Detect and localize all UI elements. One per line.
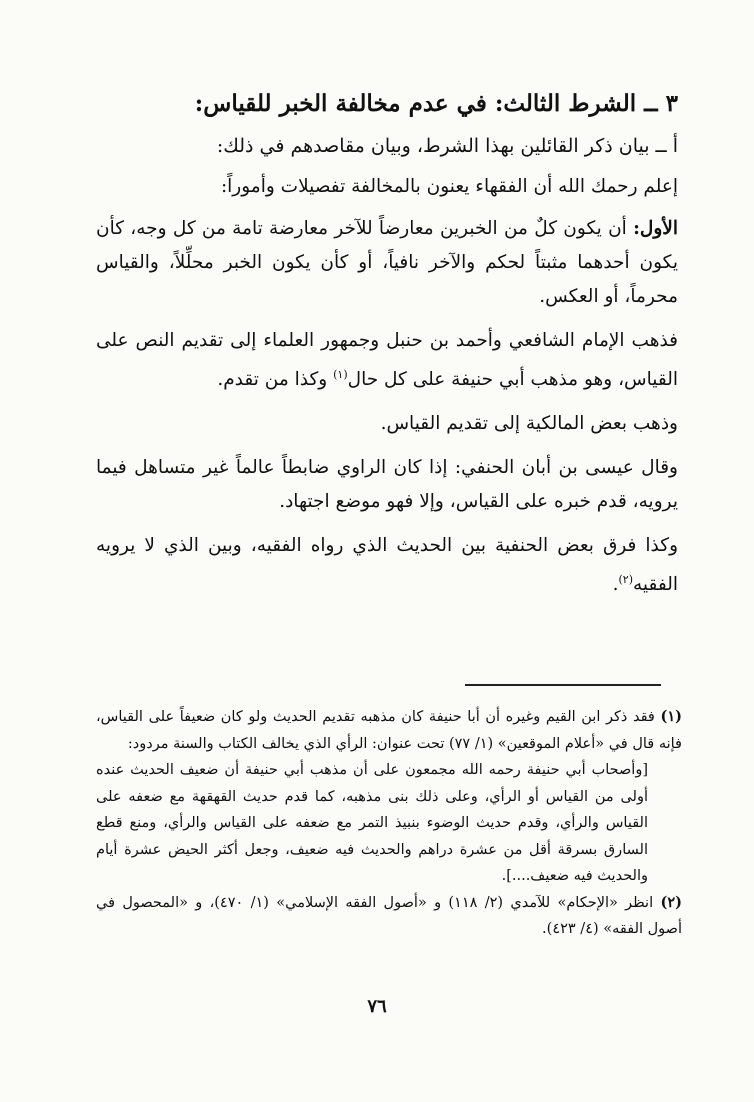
paragraph-shafii	[96, 324, 678, 397]
footnote-ref-2: (٢)	[618, 573, 633, 587]
footnote-2-text: انظر «الإحكام» للآمدي (٢/ ١١٨) و «أصول الفقه الإسلامي» (١/ ٤٧٠)، و «المحصول في أصول الفقه» (٤/ ٤٢٣).	[96, 894, 682, 937]
footnote-1-first	[96, 704, 682, 757]
paragraph-hanafi-tail: .	[612, 574, 619, 596]
footnote-2	[96, 890, 682, 943]
paragraph-hanafi	[96, 529, 678, 602]
footnote-2-line	[96, 890, 682, 943]
page-number: ٧٦	[367, 996, 387, 1017]
paragraph-isa-ibn-aban: وقال عيسى بن أبان الحنفي: إذا كان الراوي ضابطاً عالماً غير متساهل فيما يرويه، قدم خبره على القياس، وإلا فهو موضع اجتهاد.	[96, 457, 678, 513]
footnote-1-quote: [وأصحاب أبي حنيفة رحمه الله مجمعون على أن مذهب أبي حنيفة أن ضعيف الحديث عنده أولى من القياس أو الرأي، وعلى ذلك بنى مذهبه، كما قدم حديث القهقهة مع ضعفه على القياس والرأي، وقدم حديث الوضوء بنبيذ التمر مع ضعفه على القياس والرأي، ومنع قطع السارق بسرقة أقل من عشرة دراهم والحديث فيه ضعيف، وجعل أكثر الحيض عشرة أيام والحديث فيه ضعيف....].	[96, 762, 648, 884]
first-point-text: أن يكون كلٌ من الخبرين معارضاً للآخر معارضة تامة من كل وجه، كأن يكون أحدهما مثبتاً لحكم والآخر نافياً، أو كأن يكون الخبر محلِّلاً، والقياس محرماً، أو العكس.	[96, 218, 678, 307]
footnote-1	[96, 704, 682, 890]
paragraph-shafii-tail: وكذا من تقدم.	[217, 369, 334, 391]
subheading: أ ــ بيان ذكر القائلين بهذا الشرط، وبيان مقاصدهم في ذلك:	[216, 135, 678, 157]
intro-paragraph: إعلم رحمك الله أن الفقهاء يعنون بالمخالفة تفصيلات وأموراً:	[220, 176, 678, 197]
paragraph-hanafi-text: وكذا فرق بعض الحنفية بين الحديث الذي رواه الفقيه، وبين الذي لا يرويه الفقيه	[96, 535, 678, 596]
footnote-divider	[465, 684, 661, 686]
footnote-2-number: (٢)	[660, 893, 682, 911]
main-text	[96, 86, 678, 602]
footnote-1-number: (١)	[660, 708, 683, 725]
footnote-ref-1: (١)	[333, 368, 348, 381]
section-heading: ٣ ــ الشرط الثالث: في عدم مخالفة الخبر للقياس:	[194, 90, 678, 117]
first-point-label: الأول:	[633, 218, 678, 239]
paragraph-maliki: وذهب بعض المالكية إلى تقديم القياس.	[380, 413, 678, 435]
first-point-paragraph	[96, 212, 678, 314]
paragraph-shafii-text: فذهب الإمام الشافعي وأحمد بن حنبل وجمهور العلماء إلى تقديم النص على القياس، وهو مذهب أبي حنيفة على كل حال	[96, 330, 678, 391]
footnotes	[96, 704, 682, 943]
footnote-1-text: فقد ذكر ابن القيم وغيره أن أبا حنيفة كان مذهبه تقديم الحديث ولو كان ضعيفاً على القياس، فإنه قال في «أعلام الموقعين» (١/ ٧٧) تحت عنوان: الرأي الذي يخالف الكتاب والسنة مردود:	[96, 709, 682, 752]
